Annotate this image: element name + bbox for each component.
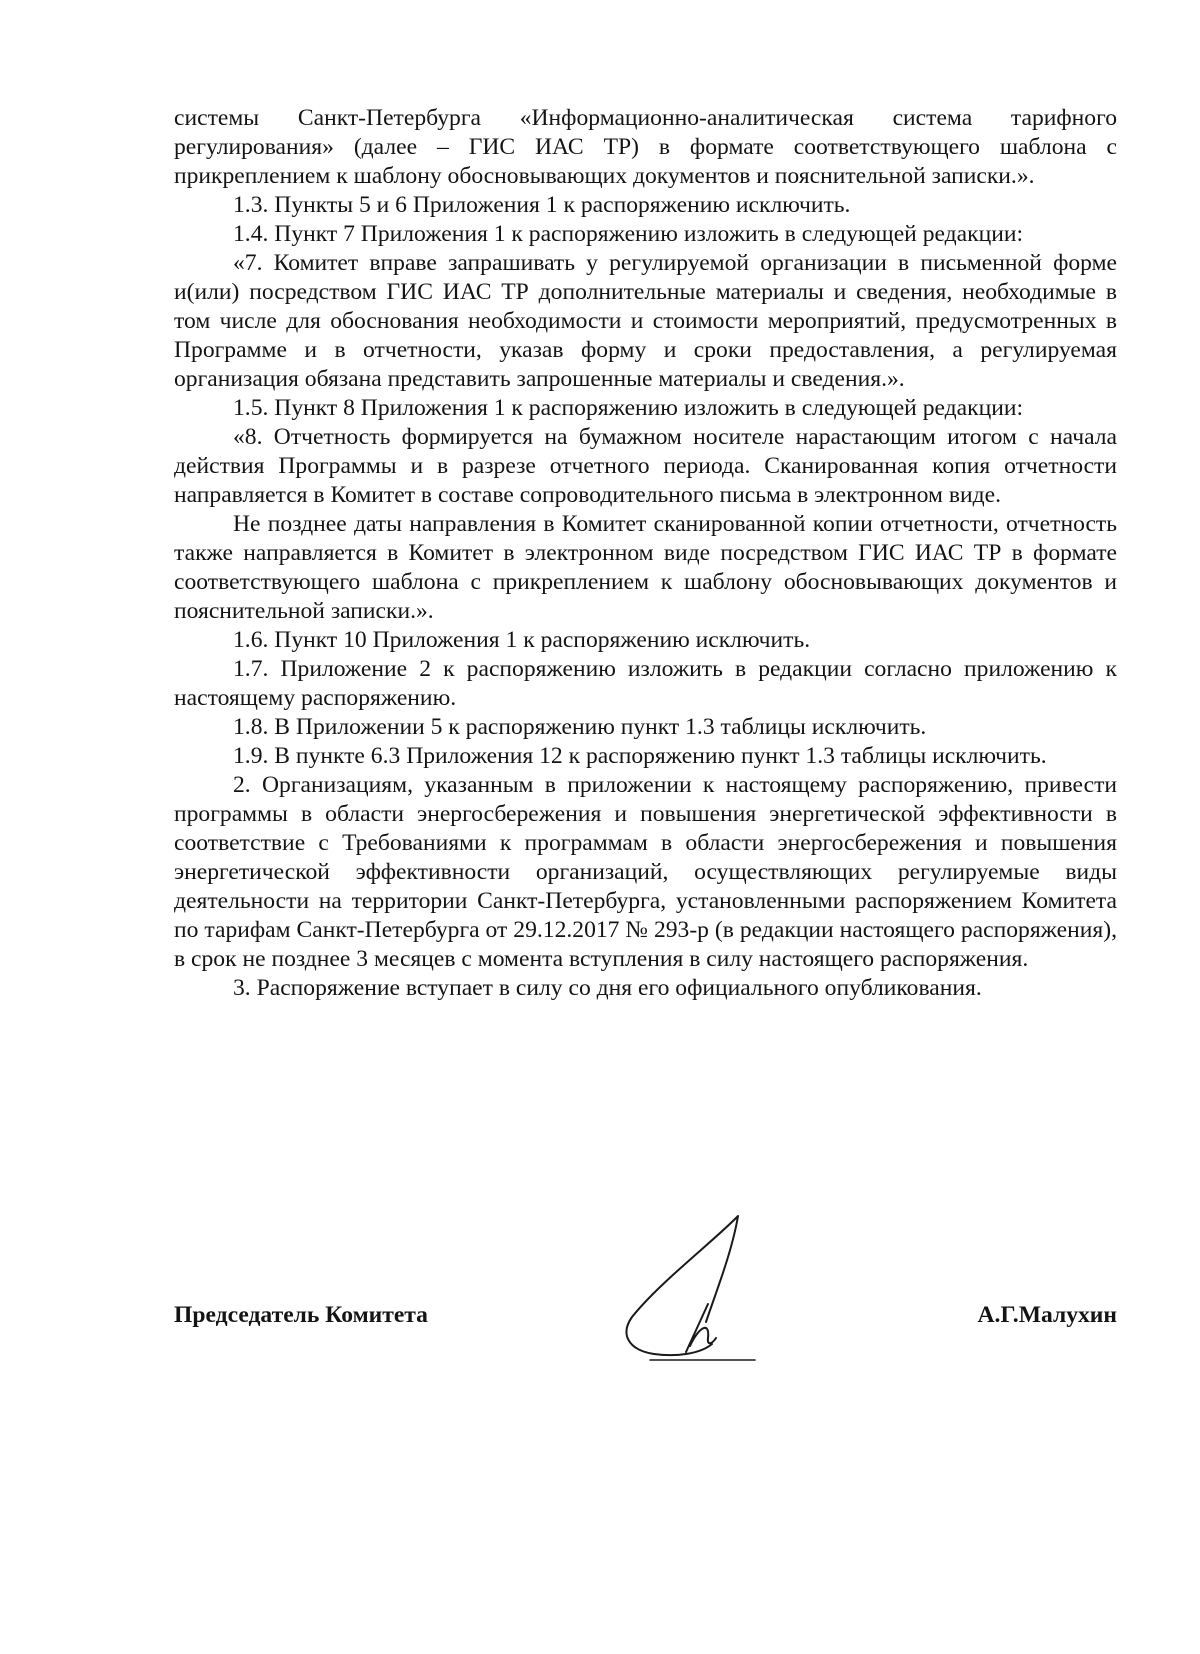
handwritten-signature xyxy=(620,1212,760,1362)
paragraph-1-5: 1.5. Пункт 8 Приложения 1 к распоряжению изложить в следующей редакции: xyxy=(233,395,1024,421)
paragraph-quote-7: «7. Комитет вправе запрашивать у регулируемой организации в письменной форме и(или) посредством ГИС ИАС ТР дополнительные материалы и сведения, необходимые в том числе для обоснования необходимости и стоимости мероприятий, предусмотренных в Программе и в отчетности, указав форму и сроки предоставления, а регулируемая организация обязана представить запрошенные материалы и сведения.». xyxy=(174,250,1117,392)
document-body xyxy=(174,104,1117,1003)
paragraph-1-7: 1.7. Приложение 2 к распоряжению изложить в редакции согласно приложению к настоящему распоряжению. xyxy=(174,656,1117,711)
paragraph-3: 3. Распоряжение вступает в силу со дня его официального опубликования. xyxy=(233,975,982,1001)
paragraph-2: 2. Организациям, указанным в приложении к настоящему распоряжению, привести программы в области энергосбережения и повышения энергетической эффективности в соответствие с Требованиями к программам в области энергосбережения и повышения энергетической эффективности организаций, осуществляющих регулируемые виды деятельности на территории Санкт-Петербурга, установленными распоряжением Комитета по тарифам Санкт-Петербурга от 29.12.2017 № 293-р (в редакции настоящего распоряжения), в срок не позднее 3 месяцев с момента вступления в силу настоящего распоряжения. xyxy=(174,772,1117,972)
paragraph-continuation: системы Санкт-Петербурга «Информационно-аналитическая система тарифного регулирования» (далее – ГИС ИАС ТР) в формате соответствующего шаблона с прикреплением к шаблону обосновывающих документов и пояснительной записки.». xyxy=(174,105,1117,189)
paragraph-1-9: 1.9. В пункте 6.3 Приложения 12 к распоряжению пункт 1.3 таблицы исключить. xyxy=(233,743,1047,769)
paragraph-quote-8-cont: Не позднее даты направления в Комитет сканированной копии отчетности, отчетность также направляется в Комитет в электронном виде посредством ГИС ИАС ТР в формате соответствующего шаблона с прикреплением к шаблону обосновывающих документов и пояснительной записки.». xyxy=(174,511,1117,624)
paragraph-quote-8: «8. Отчетность формируется на бумажном носителе нарастающим итогом с начала действия Программы и в разрезе отчетного периода. Сканированная копия отчетности направляется в Комитет в составе сопроводительного письма в электронном виде. xyxy=(174,424,1117,508)
paragraph-1-8: 1.8. В Приложении 5 к распоряжению пункт 1.3 таблицы исключить. xyxy=(233,714,927,740)
signatory-name: А.Г.Малухин xyxy=(977,1302,1117,1328)
paragraph-1-4: 1.4. Пункт 7 Приложения 1 к распоряжению изложить в следующей редакции: xyxy=(233,221,1024,247)
paragraph-1-6: 1.6. Пункт 10 Приложения 1 к распоряжению исключить. xyxy=(233,627,811,653)
signatory-position: Председатель Комитета xyxy=(174,1302,428,1328)
paragraph-1-3: 1.3. Пункты 5 и 6 Приложения 1 к распоряжению исключить. xyxy=(233,192,851,218)
